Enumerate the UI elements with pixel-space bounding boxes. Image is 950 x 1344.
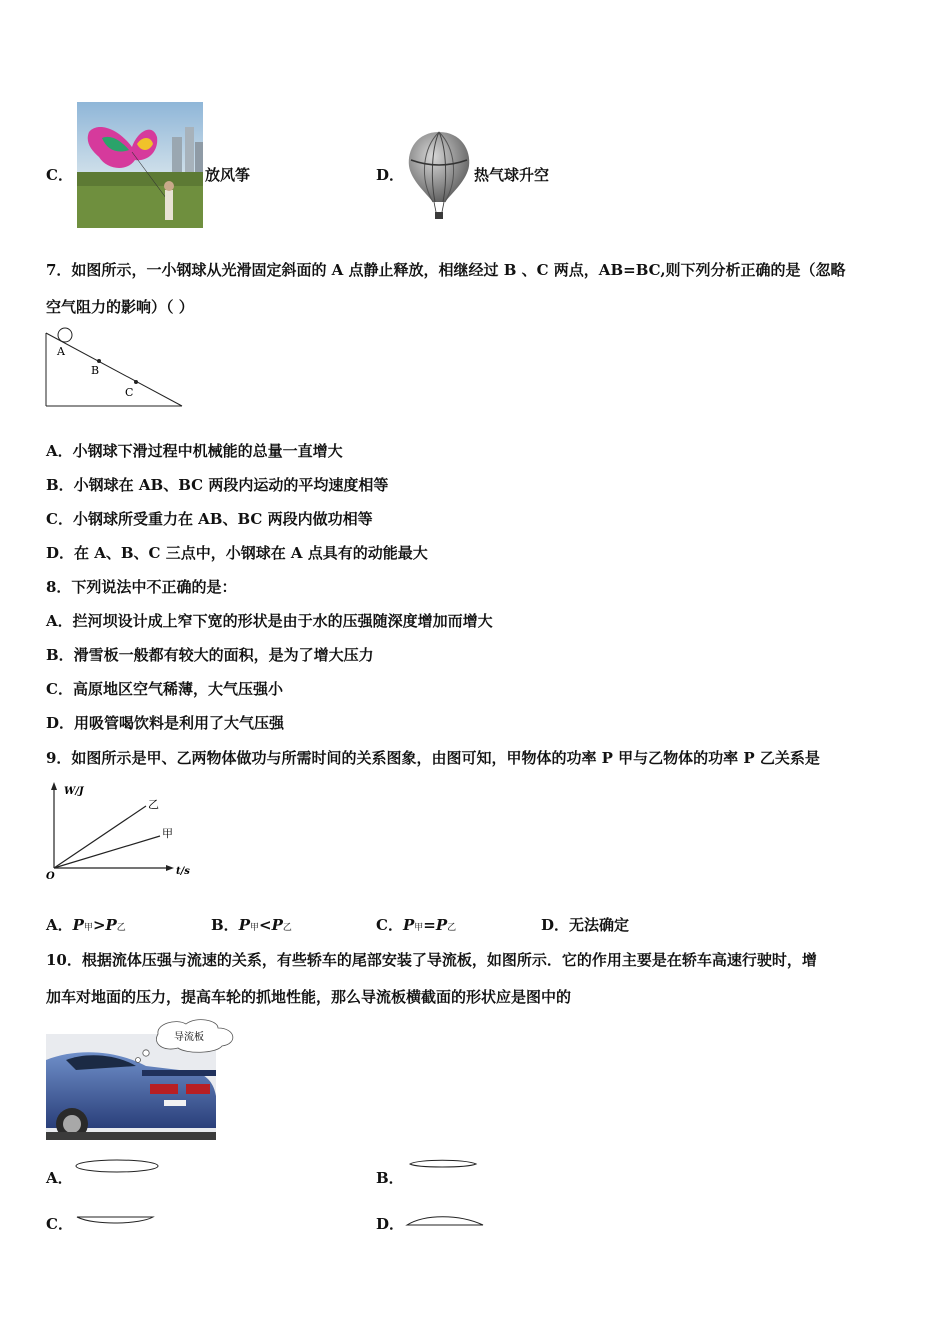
point-c-label: C <box>125 386 134 399</box>
car-spoiler-photo <box>46 1020 242 1142</box>
q9-option-b: B．P甲<P乙 <box>211 916 292 934</box>
line-jia <box>54 836 160 868</box>
airfoil-a <box>75 1158 161 1176</box>
q9-option-c: C．P甲=P乙 <box>376 916 457 934</box>
airfoil-d <box>405 1214 487 1228</box>
spoiler-bubble-label: 导流板 <box>174 1032 204 1043</box>
q9-stem: 9．如图所示是甲、乙两物体做功与所需时间的关系图象，由图可知，甲物体的功率 P 甲与乙物体的功率 P 乙关系是 <box>46 749 820 767</box>
x-axis-label: t/s <box>176 866 190 877</box>
q8-option-c: C．高原地区空气稀薄，大气压强小 <box>46 680 283 698</box>
q10-option-c-label: C． <box>46 1215 73 1233</box>
line-jia-label: 甲 <box>162 827 173 840</box>
kite-photo <box>77 102 203 228</box>
option-c-label: C． <box>46 166 73 184</box>
point-a-label: A <box>57 345 65 358</box>
hot-air-balloon-photo <box>405 130 473 222</box>
point-b-label: B <box>91 364 100 377</box>
work-time-graph <box>42 780 202 880</box>
airfoil-b <box>408 1157 478 1171</box>
y-axis-label: W/J <box>64 786 84 797</box>
q8-stem: 8．下列说法中不正确的是： <box>46 578 237 596</box>
line-yi <box>54 806 146 868</box>
q8-option-d: D．用吸管喝饮料是利用了大气压强 <box>46 714 285 732</box>
origin-label: O <box>46 871 55 882</box>
option-c-text: 放风筝 <box>205 166 251 184</box>
q10-option-b-label: B． <box>376 1169 404 1187</box>
q7-option-c: C．小钢球所受重力在 AB、BC 两段内做功相等 <box>46 510 373 528</box>
airfoil-c <box>75 1214 157 1228</box>
q8-option-a: A．拦河坝设计成上窄下宽的形状是由于水的压强随深度增加而增大 <box>46 612 493 630</box>
q10-stem-line1: 10．根据流体压强与流速的关系，有些轿车的尾部安装了导流板，如图所示．它的作用主要是在轿车高速行驶时，增 <box>46 951 817 969</box>
q10-option-d-label: D． <box>376 1215 405 1233</box>
incline-diagram <box>44 327 186 409</box>
q10-stem-line2: 加车对地面的压力，提高车轮的抓地性能，那么导流板横截面的形状应是图中的 <box>46 988 572 1006</box>
q7-option-b: B．小钢球在 AB、BC 两段内运动的平均速度相等 <box>46 476 389 494</box>
option-d-text: 热气球升空 <box>474 166 550 184</box>
q7-stem-line1: 7．如图所示，一小钢球从光滑固定斜面的 A 点静止释放，相继经过 B 、C 两点，AB=BC,则下列分析正确的是（忽略 <box>46 261 846 279</box>
line-yi-label: 乙 <box>148 798 159 811</box>
q10-option-a-label: A． <box>46 1169 73 1187</box>
q7-option-d: D．在 A、B、C 三点中，小钢球在 A 点具有的动能最大 <box>46 544 428 562</box>
q9-option-a: A．P甲>P乙 <box>46 916 126 934</box>
option-d-label: D． <box>376 166 405 184</box>
q9-option-d: D．无法确定 <box>541 916 630 934</box>
q8-option-b: B．滑雪板一般都有较大的面积，是为了增大压力 <box>46 646 374 664</box>
q7-option-a: A．小钢球下滑过程中机械能的总量一直增大 <box>46 442 343 460</box>
q7-stem-line2: 空气阻力的影响）（ ） <box>46 298 194 316</box>
